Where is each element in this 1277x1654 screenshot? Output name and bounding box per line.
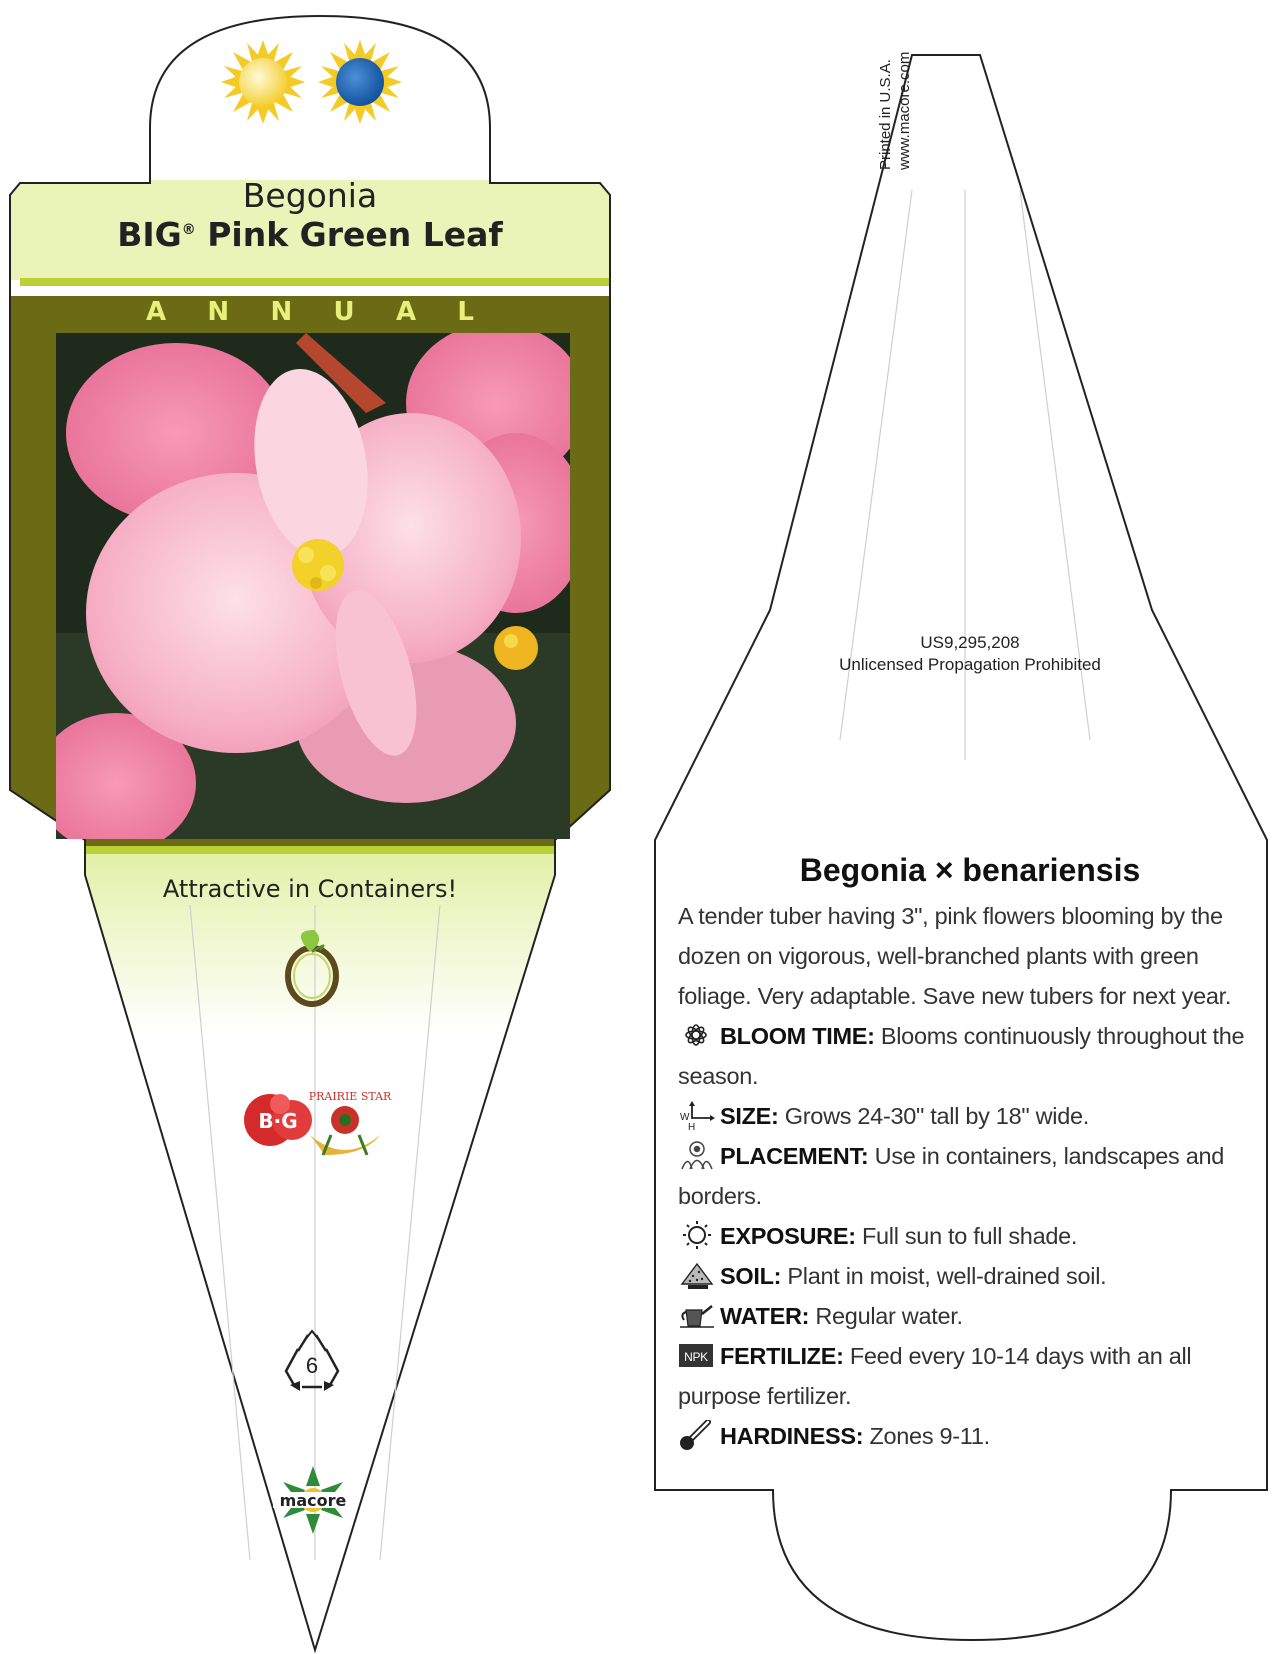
sun-icon	[221, 40, 305, 124]
website: www.macore.com	[896, 51, 913, 170]
plant-genus: Begonia	[242, 176, 378, 215]
care-row-fertilize	[678, 1336, 1258, 1416]
npk-icon-label: NPK	[684, 1350, 708, 1364]
care-row-placement	[678, 1136, 1258, 1216]
printed-location: Printed in U.S.A.	[877, 59, 894, 170]
care-label: SIZE:	[720, 1103, 779, 1129]
recycle-number: 6	[305, 1353, 319, 1378]
patent-info	[760, 632, 1180, 676]
care-row-water	[678, 1296, 1258, 1336]
botanical-name: Begonia × benariensis	[799, 852, 1141, 888]
big-logo-text: B·G	[258, 1109, 298, 1133]
annual-letter: L	[457, 297, 474, 327]
npk-icon	[678, 1340, 716, 1370]
description: A tender tuber having 3", pink flowers blooming by the dozen on vigorous, well-branched plants with green foliage. Very adaptable. Save new tubers for next year.	[678, 903, 1232, 1009]
variety-rest: Pink Green Leaf	[195, 215, 503, 254]
care-text: Zones 9-11.	[863, 1423, 990, 1449]
care-row-size	[678, 1096, 1258, 1136]
care-label: SOIL:	[720, 1263, 782, 1289]
tagline: Attractive in Containers!	[162, 875, 458, 903]
care-text: Full sun to full shade.	[855, 1223, 1078, 1249]
care-text: Blooms continuously throughout the season.	[678, 1023, 1245, 1089]
care-info	[678, 896, 1258, 1456]
annual-letter: U	[333, 297, 355, 327]
care-text: Grows 24-30" tall by 18" wide.	[778, 1103, 1089, 1129]
care-label: EXPOSURE:	[720, 1223, 856, 1249]
care-text: Regular water.	[809, 1303, 963, 1329]
care-text: Use in containers, landscapes and borders.	[678, 1143, 1225, 1209]
annual-letter: N	[270, 297, 293, 327]
size-icon	[678, 1100, 716, 1130]
care-row-exposure	[678, 1216, 1258, 1256]
registered-mark: ®	[181, 222, 196, 238]
care-text: Plant in moist, well-drained soil.	[781, 1263, 1107, 1289]
care-label: PLACEMENT:	[720, 1143, 869, 1169]
care-label: WATER:	[720, 1303, 810, 1329]
variety-brand: BIG	[117, 215, 182, 254]
annual-letter: A	[395, 297, 417, 327]
prairie-star-text: PRAIRIE STAR	[308, 1090, 392, 1103]
care-row-bloom	[678, 1016, 1258, 1096]
thermometer-icon	[678, 1420, 716, 1450]
care-row-hardiness	[678, 1416, 1258, 1456]
size-icon-w: W	[680, 1112, 690, 1123]
printed-info	[876, 52, 914, 170]
annual-letter: N	[207, 297, 230, 327]
care-label: BLOOM TIME:	[720, 1023, 875, 1049]
soil-icon	[678, 1260, 716, 1290]
patent-number: US9,295,208	[920, 633, 1020, 652]
sun-outline-icon	[678, 1220, 716, 1250]
placement-icon	[678, 1140, 716, 1170]
care-row-soil	[678, 1256, 1258, 1296]
annual-letter: A	[146, 297, 167, 327]
propagation-notice: Unlicensed Propagation Prohibited	[839, 655, 1101, 674]
watering-can-icon	[678, 1300, 716, 1330]
macore-logo-text: macore	[279, 1491, 347, 1510]
care-label: HARDINESS:	[720, 1423, 864, 1449]
shade-icon	[318, 40, 402, 124]
care-text: Feed every 10-14 days with an all purpose fertilizer.	[678, 1343, 1192, 1409]
plant-variety	[30, 215, 590, 254]
care-label: FERTILIZE:	[720, 1343, 844, 1369]
size-icon-h: H	[688, 1122, 695, 1130]
flower-icon	[678, 1020, 716, 1050]
annual-label	[56, 297, 564, 327]
flower-photo	[56, 333, 570, 839]
